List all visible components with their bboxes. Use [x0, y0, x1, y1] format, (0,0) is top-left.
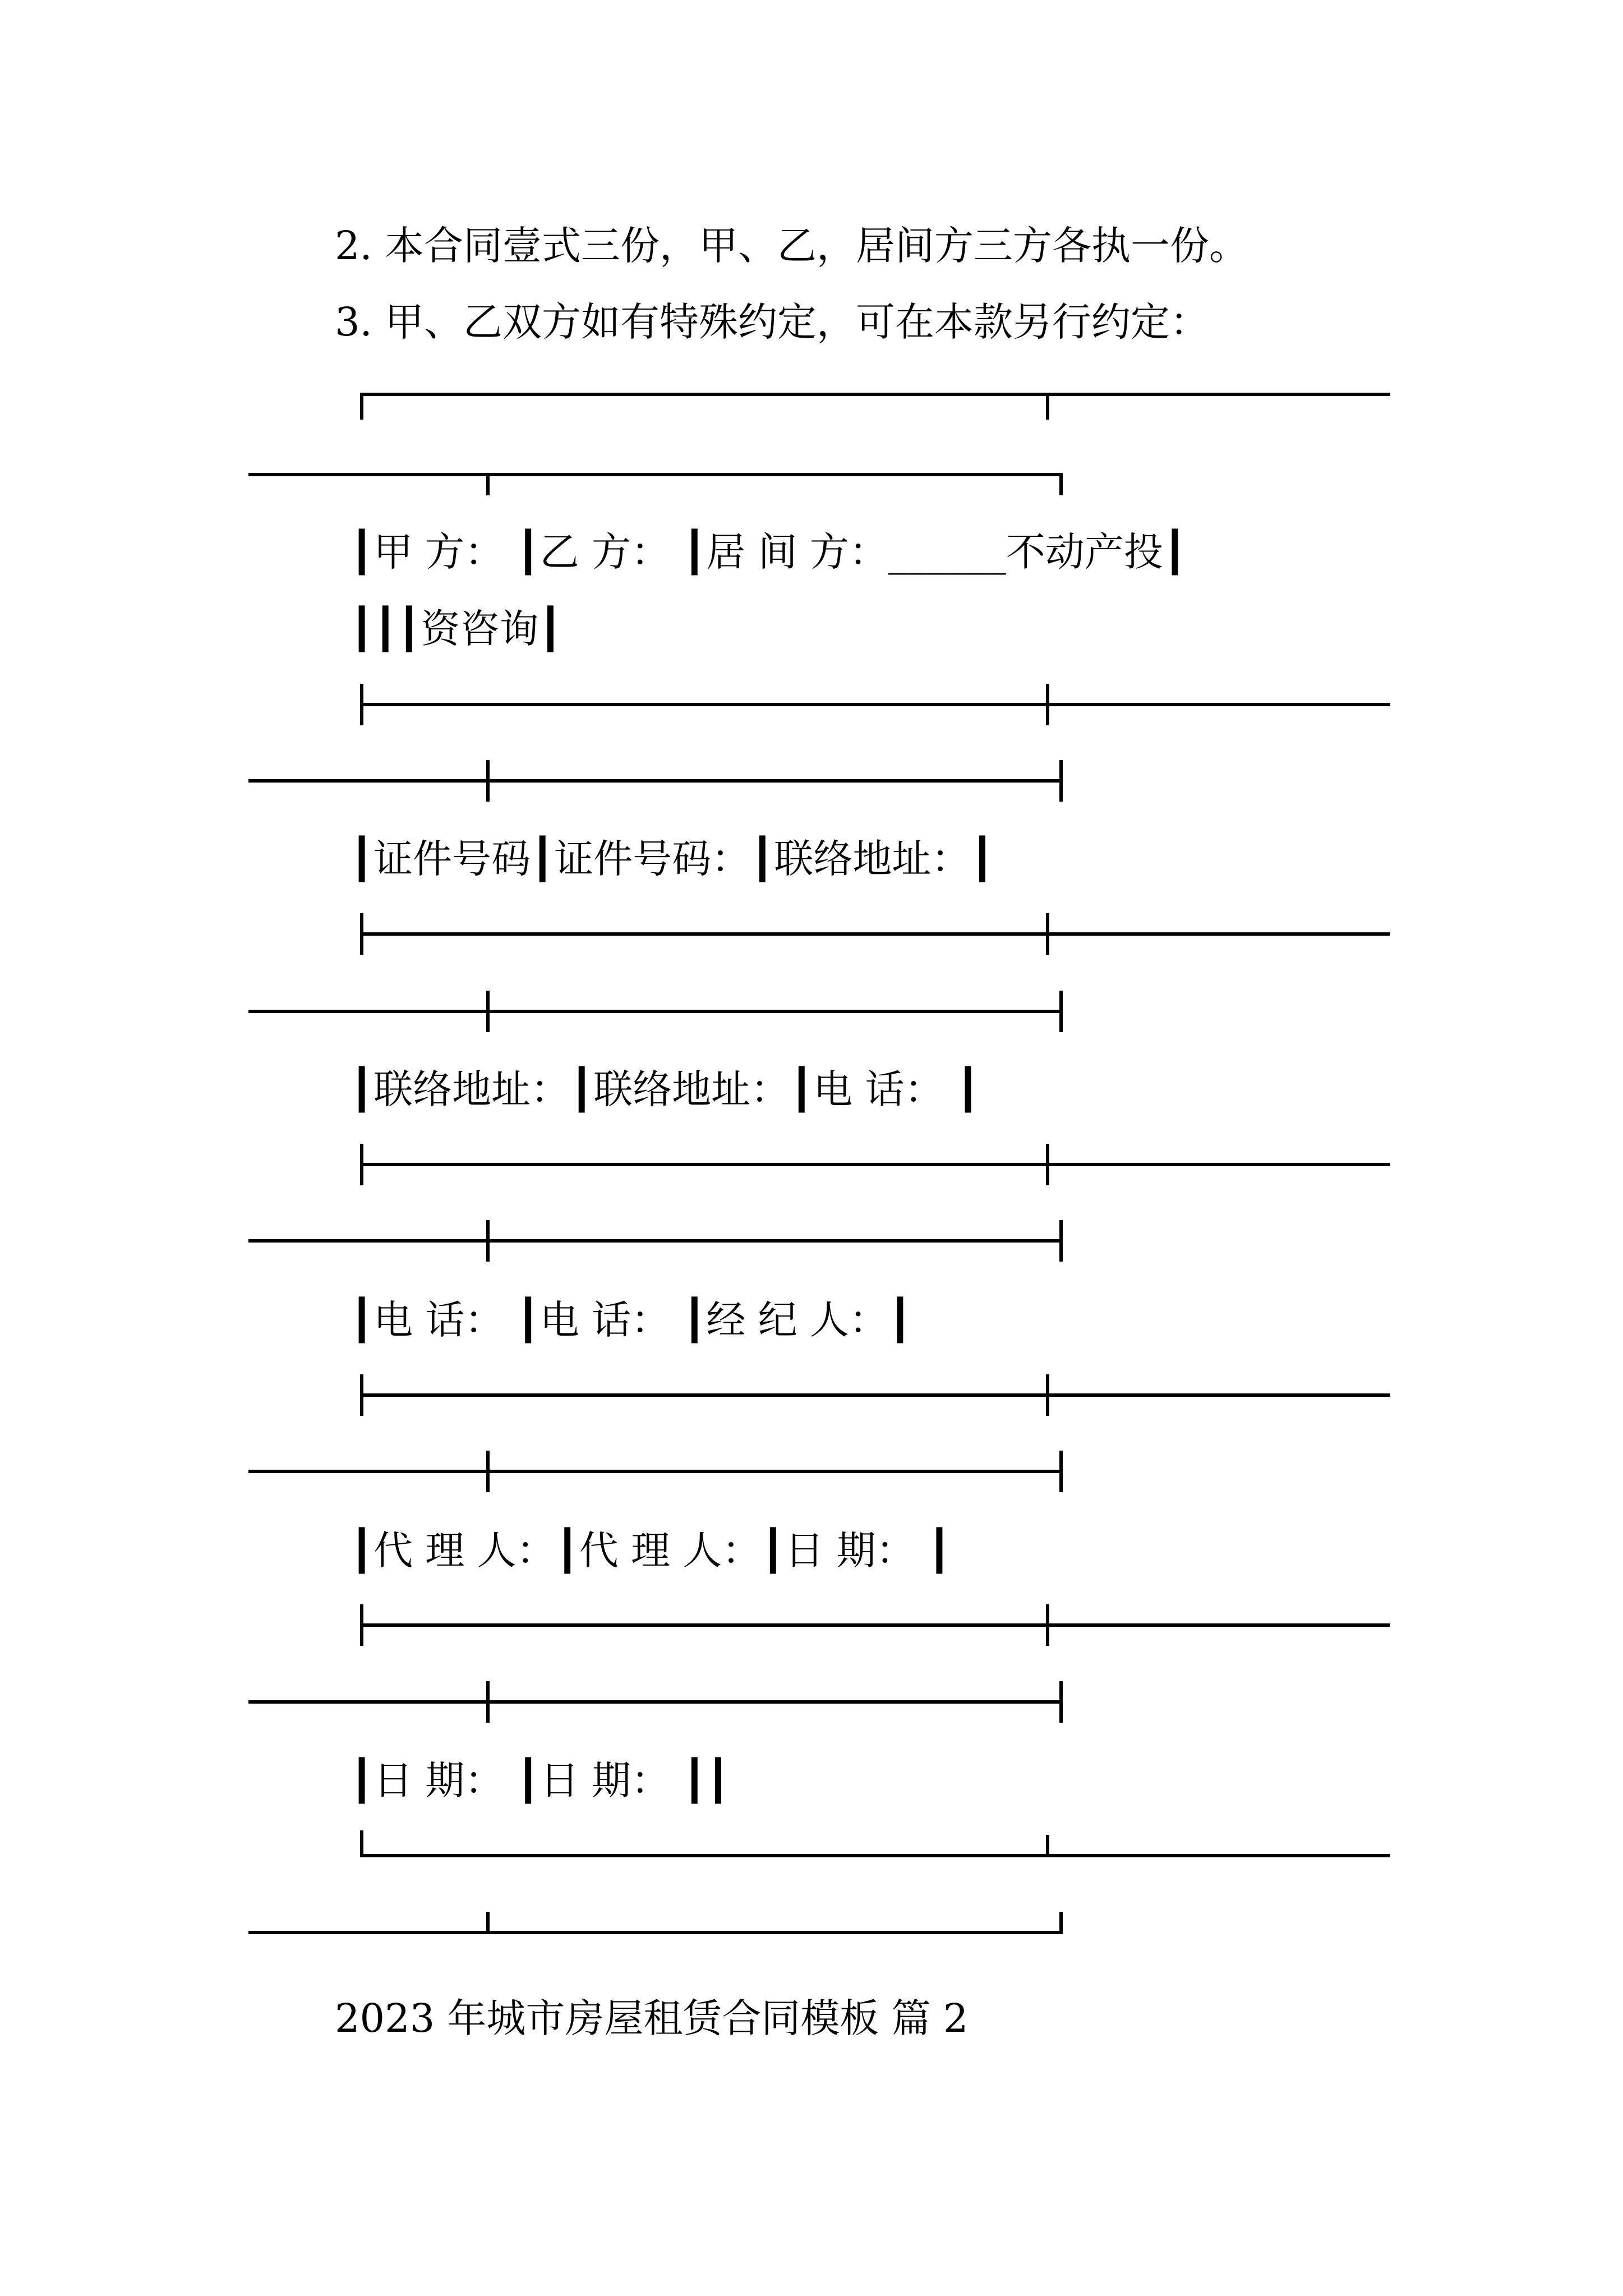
- table-row-parties-continued: ┃┃┃资咨询┃: [350, 606, 562, 652]
- next-section-heading: 2023 年城市房屋租赁合同模板 篇 2: [335, 1995, 969, 2041]
- clause-2: 2. 本合同壹式三份，甲、乙，居间方三方各执一份。: [335, 223, 1249, 269]
- table-row-address: ┃联络地址：┃联络地址：┃电 话： ┃: [350, 1066, 980, 1112]
- clause-3: 3. 甲、乙双方如有特殊约定，可在本款另行约定：: [335, 299, 1210, 345]
- table-row-id-number: ┃证件号码┃证件号码：┃联络地址：┃: [350, 836, 994, 882]
- table-row-parties: ┃甲 方： ┃乙 方： ┃居 间 方：______不动产投┃: [350, 529, 1187, 575]
- table-row-phone: ┃电 话： ┃电 话： ┃经 纪 人：┃: [350, 1297, 912, 1343]
- table-row-date: ┃日 期： ┃日 期： ┃┃: [350, 1757, 730, 1803]
- table-row-agent: ┃代 理 人：┃代 理 人：┃日 期： ┃: [350, 1527, 952, 1573]
